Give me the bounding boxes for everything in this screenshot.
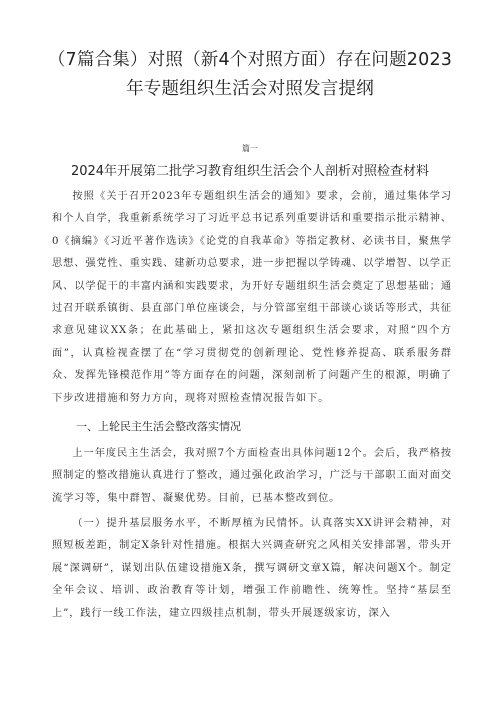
document-title: （7篇合集）对照（新4个对照方面）存在问题2023年专题组织生活会对照发言提纲 bbox=[47, 50, 453, 99]
paragraph-intro: 按照《关于召开2023年专题组织生活会的通知》要求，会前，通过集体学习和个人自学，我重新系统学习了习近平总书记系列重要讲话和重要指示批示精神、0《摘编》《习近平著作选读》《论党的自我革命》等指定教材、必读书目，聚焦学思想、强党性、重实践、建新功总要求，进一步把握以学铸魂、以学增智、以学正风、以学促干的丰富内涵和实践要求，为开好专题组织生活会奠定了思想基础；通过召开联系镇街、县直部门单位座谈会，与分管部室组干部谈心谈话等形式，共征求意见建议XX条；在此基础上，紧扣这次专题组织生活会要求，对照“四个方面”，认真检视查摆了在“学习贯彻党的创新理论、党性修养提高、联系服务群众、发挥先锋模范作用”等方面存在的问题，深刻剖析了问题产生的根源，明确了下步改进措施和努力方向，现将对照检查情况报告如下。 bbox=[52, 191, 452, 404]
paragraph-service-level: （一）提升基层服务水平，不断厚植为民情怀。认真落实XX讲评会精神，对照短板差距，制定X条针对性措施。根据大兴调查研究之风相关安排部署，带头开展“深调研”，谋划出队伍建设措施X条，撰写调研文章X篇，解决问题X个。制定全年会议、培训、政治教育等计划，增强工作前瞻性、统筹性。坚持“基层至上”，践行一线工作法，建立四级挂点机制，带头开展逐级家访，深入 bbox=[52, 518, 452, 619]
paragraph-rectification: 上一年度民主生活会，我对照7个方面检查出具体问题12个。会后，我严格按照制定的整改措施认真进行了整改，通过强化政治学习，广泛与干部职工面对面交流学习等，集中群智、凝聚优势。目前，已基本整改到位。 bbox=[52, 448, 452, 504]
section-marker: 篇一 bbox=[242, 144, 258, 153]
section-heading: 一、上轮民主生活会整改落实情况 bbox=[76, 420, 241, 433]
article-title: 2024年开展第二批学习教育组织生活会个人剖析对照检查材料 bbox=[70, 164, 430, 179]
